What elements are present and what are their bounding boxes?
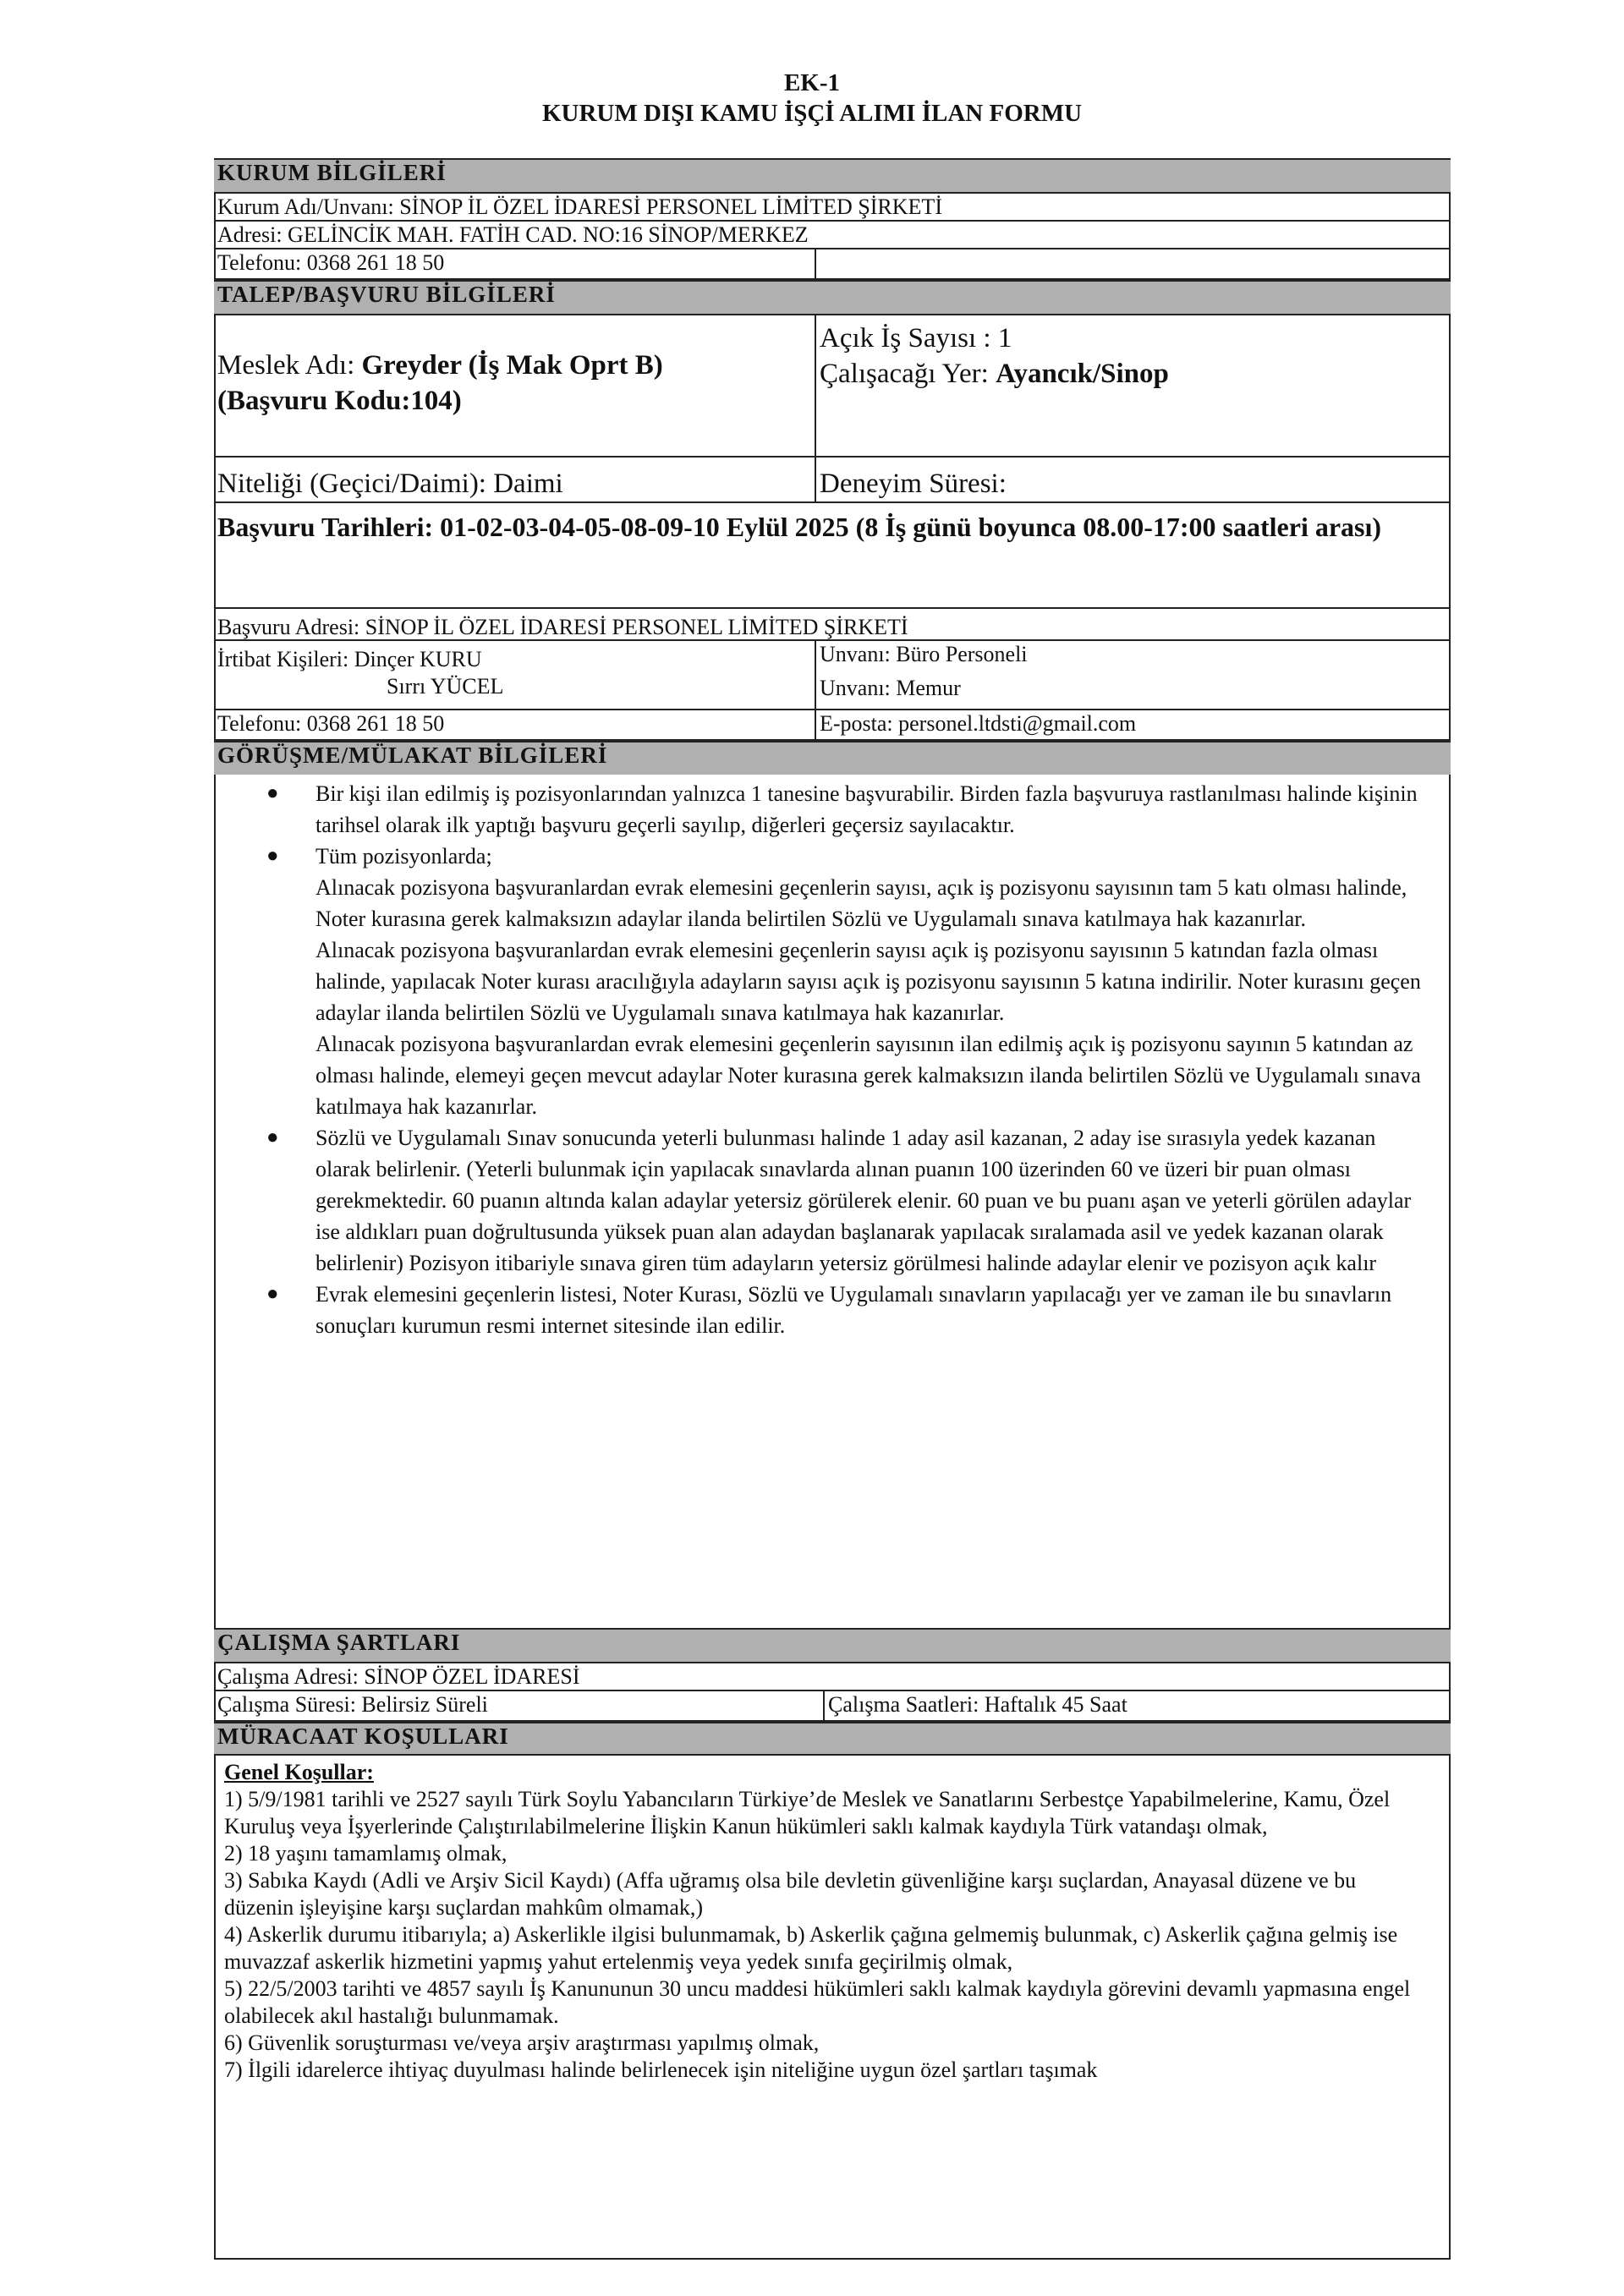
form-title: KURUM DIŞI KAMU İŞÇİ ALIMI İLAN FORMU bbox=[541, 100, 1083, 127]
meslek-value: Greyder (İş Mak Oprt B) bbox=[361, 350, 663, 381]
gorusme-item-3 bbox=[214, 1122, 1451, 1279]
iletisim-eposta[interactable]: E-posta: personel.ltdsti@gmail.com bbox=[815, 710, 1451, 739]
calisma-suresi: Çalışma Süresi: Belirsiz Süreli bbox=[217, 1692, 488, 1717]
gorusme-item-4 bbox=[214, 1279, 1451, 1341]
meslek-label: Meslek Adı: bbox=[217, 350, 362, 381]
gorusme-item-1-text: Bir kişi ilan edilmiş iş pozisyonlarından yalnızca 1 tanesine başvurabilir. Birden fazla başvuruya rastlanılması halinde kişinin tarihsel olarak ilk yaptığı başvuru geçerli sayılıp, diğerleri geçersiz sayılacaktır. bbox=[315, 781, 1418, 837]
kurum-empty-cell bbox=[815, 249, 1451, 278]
calisma-sure-row bbox=[214, 1691, 1451, 1722]
bullet-icon: ● bbox=[266, 1283, 279, 1305]
unvan-2: Unvanı: Memur bbox=[820, 676, 961, 700]
basvuru-adresi: Başvuru Adresi: SİNOP İL ÖZEL İDARESİ PERSONEL LİMİTED ŞİRKETİ bbox=[217, 615, 908, 639]
unvan-cell bbox=[815, 641, 1451, 709]
tarihler-row bbox=[214, 503, 1451, 609]
bullet-icon: ● bbox=[266, 1126, 279, 1148]
irtibat-kisi-1: İrtibat Kişileri: Dinçer KURU bbox=[217, 647, 482, 671]
meslek-row bbox=[214, 315, 1451, 458]
iletisim-telefon: Telefonu: 0368 261 18 50 bbox=[217, 711, 445, 736]
kosul-item: 7) İlgili idarelerce ihtiyaç duyulması halinde belirlenecek işin niteliğine uygun özel şartları taşımak bbox=[224, 2058, 1098, 2082]
acik-is-sayisi: Açık İş Sayısı : 1 bbox=[820, 323, 1012, 353]
muracaat-conditions bbox=[224, 1759, 1425, 2084]
calisma-adresi: Çalışma Adresi: SİNOP ÖZEL İDARESİ bbox=[217, 1664, 580, 1689]
irtibat-row bbox=[214, 641, 1451, 710]
irtibat-cell bbox=[214, 641, 815, 709]
gorusme-list bbox=[214, 778, 1451, 1341]
kosul-item: 3) Sabıka Kaydı (Adli ve Arşiv Sicil Kaydı) (Affa uğramış olsa bile devletin güvenliğine karşı suçlardan, Anayasal düzene ve bu düzenin işleyişine karşı suçlardan mahkûm olmamak,) bbox=[224, 1868, 1357, 1920]
section-header-talep: TALEP/BAŞVURU BİLGİLERİ bbox=[214, 280, 1451, 315]
kurum-adres: Adresi: GELİNCİK MAH. FATİH CAD. NO:16 SİNOP/MERKEZ bbox=[217, 222, 809, 247]
section-header-muracaat: MÜRACAAT KOŞULLARI bbox=[214, 1722, 1451, 1756]
basvuru-adresi-row bbox=[214, 609, 1451, 641]
kurum-telefon-row bbox=[214, 249, 1451, 280]
genel-kosullar-title: Genel Koşullar: bbox=[224, 1760, 374, 1784]
unvan-1: Unvanı: Büro Personeli bbox=[820, 642, 1028, 666]
basvuru-kodu: (Başvuru Kodu:104) bbox=[217, 386, 462, 416]
gorusme-item-2 bbox=[214, 841, 1451, 1122]
kosul-item: 5) 22/5/2003 tarihti ve 4857 sayılı İş Kanununun 30 uncu maddesi hükümleri saklı kalmak kaydıyla görevini devamlı yapmasına engel olabilecek akıl hastalığı bulunmamak. bbox=[224, 1976, 1411, 2028]
nitelik-row bbox=[214, 458, 1451, 503]
kosul-item: 2) 18 yaşını tamamlamış olmak, bbox=[224, 1841, 508, 1866]
kurum-adres-row bbox=[214, 222, 1451, 249]
deneyim-suresi: Deneyim Süresi: bbox=[815, 458, 1451, 501]
gorusme-item-2-p2: Alınacak pozisyona başvuranlardan evrak elemesini geçenlerin sayısı açık iş pozisyonu sayısının 5 katından fazla olması halinde, yapılacak Noter kurası aracılığıyla adayların sayısı açık iş pozisyonu sayısının 5 katına indirilir. Noter kurasını geçen adaylar ilanda belirtilen Sözlü ve Uygulamalı sınava katılmaya hak kazanırlar. bbox=[315, 938, 1421, 1025]
acik-is-cell bbox=[815, 315, 1451, 456]
bullet-icon: ● bbox=[266, 782, 279, 804]
kurum-telefon: Telefonu: 0368 261 18 50 bbox=[217, 250, 445, 275]
gorusme-item-1 bbox=[214, 778, 1451, 841]
basvuru-tarihleri: Başvuru Tarihleri: 01-02-03-04-05-08-09-10 Eylül 2025 (8 İş günü boyunca 08.00-17:00 saatleri arası) bbox=[217, 512, 1382, 542]
gorusme-item-2-p3: Alınacak pozisyona başvuranlardan evrak elemesini geçenlerin sayısının ilan edilmiş açık iş pozisyonu sayının 5 katından az olması halinde, elemeyi geçen mevcut adaylar Noter kurasına gerek kalmaksızın ilanda belirtilen Sözlü ve Uygulamalı sınava katılmaya hak kazanırlar. bbox=[315, 1032, 1421, 1119]
section-header-kurum: KURUM BİLGİLERİ bbox=[214, 158, 1451, 194]
kurum-adi: Kurum Adı/Unvanı: SİNOP İL ÖZEL İDARESİ PERSONEL LİMİTED ŞİRKETİ bbox=[217, 195, 942, 219]
niteligi: Niteliği (Geçici/Daimi): Daimi bbox=[217, 469, 563, 499]
calisacagi-label: Çalışacağı Yer: bbox=[820, 359, 996, 389]
section-header-calisma: ÇALIŞMA ŞARTLARI bbox=[214, 1628, 1451, 1663]
gorusme-item-4-text: Evrak elemesini geçenlerin listesi, Noter Kurası, Sözlü ve Uygulamalı sınavların yapılacağı yer ve zaman ile bu sınavların sonuçları kurumun resmi internet sitesinde ilan edilir. bbox=[315, 1282, 1392, 1338]
kosul-item: 4) Askerlik durumu itibarıyla; a) Askerlikle ilgisi bulunmamak, b) Askerlik çağına gelmemiş bulunmak, c) Askerlik çağına gelmiş ise muvazzaf askerlik hizmetini yapmış yahut ertelenmiş veya yedek sınıfa geçirilmiş olmak, bbox=[224, 1922, 1398, 1974]
kosul-item: 1) 5/9/1981 tarihli ve 2527 sayılı Türk Soylu Yabancıların Türkiye’de Meslek ve Sanatlarını Serbestçe Yapabilmelerine, Kamu, Özel Kuruluş veya İşyerlerinde Çalıştırılabilmelerine İlişkin Kanun hükümleri saklı kalmak kaydıyla Türk vatandaşı olmak, bbox=[224, 1787, 1391, 1838]
kosul-item: 6) Güvenlik soruşturması ve/veya arşiv araştırması yapılmış olmak, bbox=[224, 2030, 820, 2055]
iletisim-row bbox=[214, 710, 1451, 741]
annex-label: EK-1 bbox=[783, 69, 841, 96]
bullet-icon: ● bbox=[266, 845, 279, 867]
calisma-saatleri: Çalışma Saatleri: Haftalık 45 Saat bbox=[823, 1691, 1451, 1720]
gorusme-item-2-p1: Alınacak pozisyona başvuranlardan evrak elemesini geçenlerin sayısı, açık iş pozisyonu sayısının tam 5 katı olması halinde, Noter kurasına gerek kalmaksızın adaylar ilanda belirtilen Sözlü ve Uygulamalı sınava katılmaya hak kazanırlar. bbox=[315, 875, 1407, 931]
irtibat-kisi-2: Sırrı YÜCEL bbox=[387, 674, 504, 699]
calisma-adres-row bbox=[214, 1663, 1451, 1691]
meslek-cell bbox=[214, 315, 815, 456]
gorusme-item-2-title: Tüm pozisyonlarda; bbox=[315, 844, 492, 869]
calisacagi-value: Ayancık/Sinop bbox=[996, 359, 1169, 389]
kurum-adi-row bbox=[214, 194, 1451, 222]
gorusme-item-3-text: Sözlü ve Uygulamalı Sınav sonucunda yeterli bulunması halinde 1 aday asil kazanan, 2 aday ise sırasıyla yedek kazanan olarak belirlenir. (Yeterli bulunmak için yapılacak sınavlarda alınan puanın 100 üzerinden 60 ve üzeri bir puan olması gerekmektedir. 60 puanın altında kalan adaylar yetersiz görülerek elenir. 60 puan ve bu puanı aşan ve yeterli görülen adaylar ise aldıkları puan doğrultusunda yüksek puan alan adaydan başlanarak yapılacak sıralamada asil ve yedek kazanan olarak belirlenir) Pozisyon itibariyle sınava giren tüm adayların yetersiz görülmesi halinde adaylar elenir ve pozisyon açık kalır bbox=[315, 1126, 1412, 1275]
section-header-gorusme: GÖRÜŞME/MÜLAKAT BİLGİLERİ bbox=[214, 741, 1451, 775]
